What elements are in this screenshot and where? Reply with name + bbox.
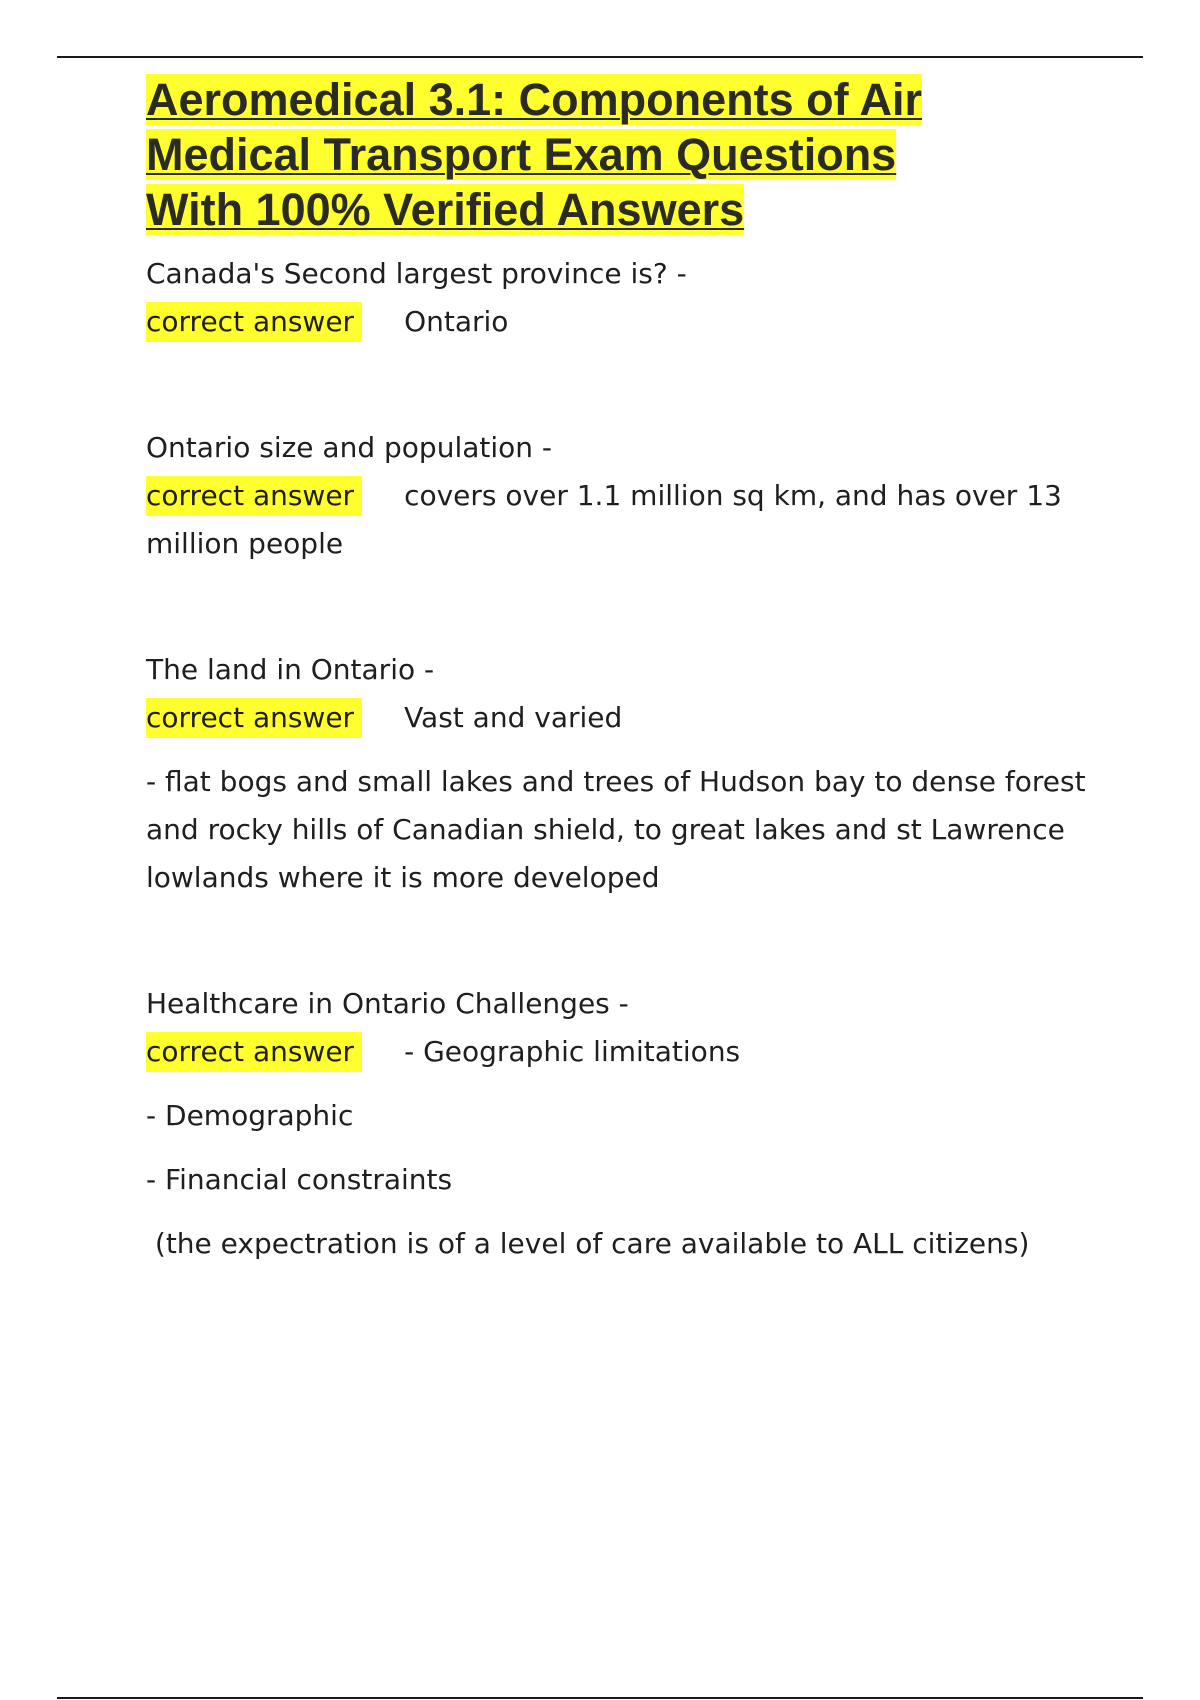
answer-line — [146, 1028, 1086, 1076]
answer-detail: - Demographic — [146, 1099, 354, 1132]
answer-text: Ontario — [404, 305, 509, 338]
document-title — [146, 72, 1086, 237]
title-line-2: Medical Transport Exam Questions — [146, 129, 897, 180]
top-rule — [57, 56, 1143, 58]
qa-item — [146, 646, 1086, 902]
answer-detail: - Financial constraints — [146, 1163, 453, 1196]
answer-text: covers over 1.1 million sq km, and has over 13 million people — [146, 479, 1062, 560]
question-text: Canada's Second largest province is? - — [146, 257, 687, 290]
correct-answer-label: correct answer — [146, 1032, 362, 1072]
answer-line — [146, 298, 1086, 346]
qa-item — [146, 424, 1086, 568]
answer-detail: - flat bogs and small lakes and trees of Hudson bay to dense forest and rocky hills of Canadian shield, to great lakes and st Lawrence lowlands where it is more developed — [146, 765, 1086, 894]
correct-answer-label: correct answer — [146, 302, 362, 342]
question-text: Healthcare in Ontario Challenges - — [146, 987, 629, 1020]
question-text: Ontario size and population - — [146, 431, 553, 464]
correct-answer-label: correct answer — [146, 476, 362, 516]
answer-line — [146, 694, 1086, 742]
qa-item — [146, 250, 1086, 346]
qa-list — [146, 250, 1086, 1268]
correct-answer-label: correct answer — [146, 698, 362, 738]
answer-detail: (the expectration is of a level of care available to ALL citizens) — [146, 1227, 1030, 1260]
answer-line — [146, 472, 1086, 568]
title-line-1: Aeromedical 3.1: Components of Air — [146, 74, 922, 125]
bottom-rule — [57, 1697, 1143, 1699]
answer-text: - Geographic limitations — [404, 1035, 741, 1068]
title-line-3: With 100% Verified Answers — [146, 184, 745, 235]
answer-text: Vast and varied — [404, 701, 623, 734]
question-text: The land in Ontario - — [146, 653, 435, 686]
document-content — [146, 72, 1086, 1268]
qa-item — [146, 980, 1086, 1268]
